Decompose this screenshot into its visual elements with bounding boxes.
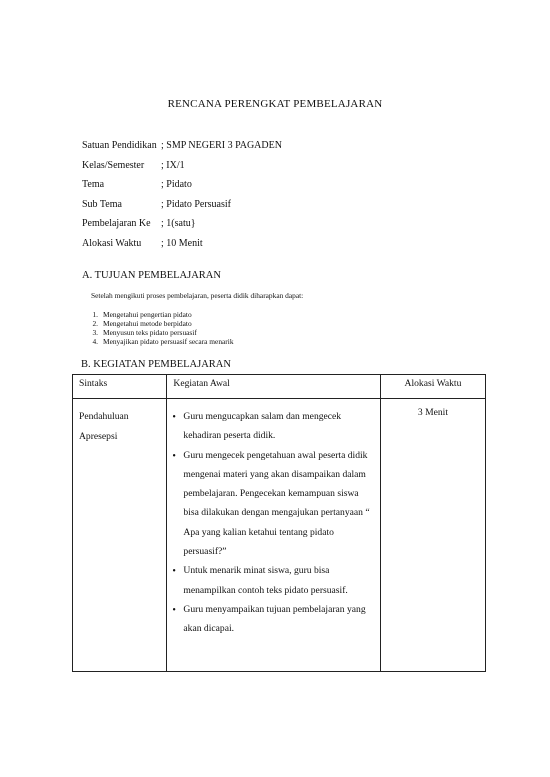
alokasi-cell: 3 Menit <box>380 399 485 672</box>
kegiatan-text: Guru menyampaikan tujuan pembelajaran yang akan dicapai. <box>183 603 366 635</box>
sintaks-line: Apresepsi <box>79 431 118 442</box>
header-kegiatan: Kegiatan Awal <box>167 375 381 399</box>
section-b-heading: B. KEGIATAN PEMBELAJARAN <box>81 359 231 370</box>
info-value: ; SMP NEGERI 3 PAGADEN <box>161 140 282 151</box>
bullet-icon: • <box>172 604 176 616</box>
bullet-icon: • <box>172 450 176 462</box>
list-item <box>82 337 234 346</box>
info-value: ; 1(satu} <box>161 218 196 230</box>
list-item <box>171 446 376 562</box>
kegiatan-text: Untuk menarik minat siswa, guru bisa menampilkan contoh teks pidato persuasif. <box>183 565 348 596</box>
list-item <box>82 310 234 319</box>
list-item <box>171 561 376 600</box>
list-text: Mengetahui pengertian pidato <box>103 310 192 319</box>
info-value: ; Pidato Persuasif <box>161 198 231 210</box>
sintaks-cell <box>73 399 167 672</box>
bullet-icon: • <box>172 412 176 423</box>
table-row <box>73 399 486 672</box>
list-item <box>82 319 234 328</box>
info-value: ; IX/1 <box>161 159 185 171</box>
list-number: 3. <box>92 328 98 338</box>
list-text: Mengetahui metode berpidato <box>103 319 192 329</box>
list-number: 2. <box>92 319 98 329</box>
list-item <box>171 407 376 446</box>
info-row <box>82 218 282 238</box>
info-row <box>82 238 282 258</box>
header-alokasi: Alokasi Waktu <box>380 375 485 399</box>
list-number: 1. <box>92 310 98 319</box>
info-row <box>82 160 282 180</box>
info-label: Sub Tema <box>82 198 122 210</box>
info-label: Alokasi Waktu <box>82 237 142 249</box>
list-number: 4. <box>92 337 98 347</box>
header-sintaks: Sintaks <box>73 375 167 399</box>
bullet-icon: • <box>172 566 176 578</box>
info-block <box>82 140 282 258</box>
info-row <box>82 179 282 199</box>
info-value: ; Pidato <box>161 179 192 191</box>
list-text: Menyusun teks pidato persuasif <box>103 328 197 338</box>
list-item <box>82 328 234 337</box>
activity-table <box>72 374 486 672</box>
info-row <box>82 140 282 160</box>
section-a-heading: A. TUJUAN PEMBELAJARAN <box>82 270 221 281</box>
sintaks-line: Pendahuluan <box>79 411 129 422</box>
list-text: Menyajikan pidato persuasif secara menarik <box>103 337 234 347</box>
info-value: ; 10 Menit <box>161 237 203 249</box>
info-label: Kelas/Semester <box>82 159 145 171</box>
info-label: Satuan Pendidikan <box>82 140 157 151</box>
kegiatan-cell <box>167 399 381 672</box>
info-label: Tema <box>82 179 105 191</box>
info-label: Pembelajaran Ke <box>82 218 151 230</box>
table-header-row <box>73 375 486 399</box>
document-title: RENCANA PERENGKAT PEMBELAJARAN <box>167 98 383 110</box>
objectives-list <box>82 310 234 346</box>
list-item <box>171 600 376 639</box>
info-row <box>82 199 282 219</box>
kegiatan-list <box>171 407 376 639</box>
kegiatan-text: Guru mengucapkan salam dan mengecek kehadiran peserta didik. <box>183 411 342 442</box>
kegiatan-text: Guru mengecek pengetahuan awal peserta didik mengenai materi yang akan disampaikan dalam pembelajaran. Pengecekan kemampuan siswa bisa dilakukan dengan mengajukan pertanyaan “ Apa yang kalian ketahui tentang pidato persuasif?” <box>183 449 370 558</box>
section-a-intro: Setelah mengikuti proses pembelajaran, peserta didik diharapkan dapat: <box>91 291 304 300</box>
